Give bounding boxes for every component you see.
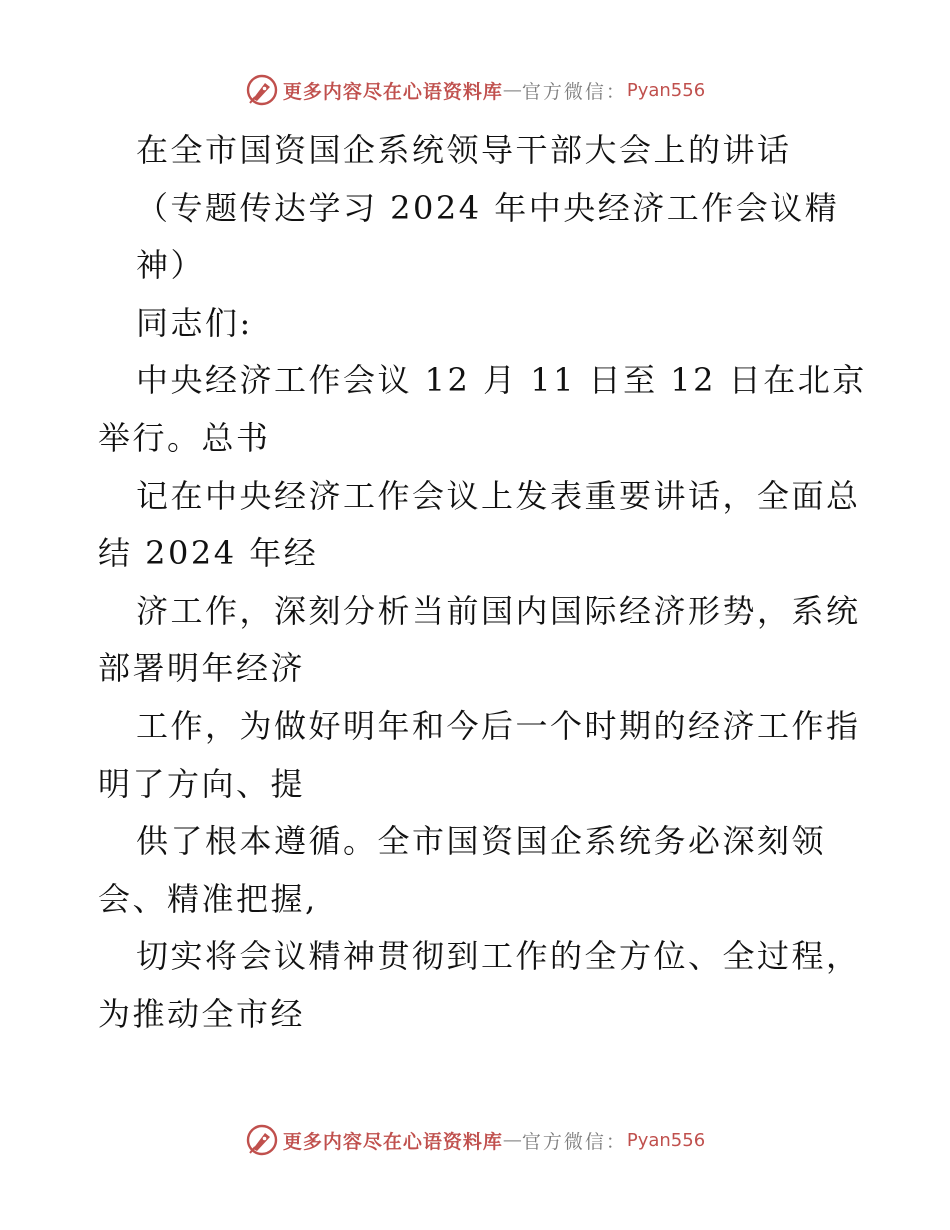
body-line: 切实将会议精神贯彻到工作的全方位、全过程， [136,937,861,976]
body-line: 济工作，深刻分析当前国内国际经济形势，系统 [136,591,861,630]
document-subtitle-line-1: （专题传达学习 2024 年中央经济工作会议精 [136,188,840,227]
pen-nib-logo-icon [245,1123,279,1157]
body-line: 供了根本遵循。全市国资国企系统务必深刻领 [136,822,827,861]
document-title: 在全市国资国企系统领导干部大会上的讲话 [136,131,792,169]
body-line: 记在中央经济工作会议上发表重要讲话，全面总 [136,476,861,515]
watermark-wechat-id: Pyan556 [626,79,706,101]
body-line: 为推动全市经 [98,994,306,1033]
footer-watermark [0,1120,950,1160]
salutation: 同志们: [136,303,253,342]
watermark-separator: — [502,1129,522,1151]
body-line: 中央经济工作会议 12 月 11 日至 12 日在北京 [136,361,867,400]
document-subtitle-line-2: 神） [136,246,206,285]
watermark-wechat-id: Pyan556 [626,1129,706,1151]
watermark-site-text: 更多内容尽在心语资料库 [282,80,503,103]
watermark-official-label: 官方微信： [521,80,627,103]
body-line: 明了方向、提 [98,764,306,803]
body-line: 举行。总书 [98,418,271,457]
body-line: 结 2024 年经 [98,534,319,573]
body-line: 部署明年经济 [98,649,306,688]
header-watermark [0,70,950,110]
document-body [98,122,867,1044]
body-line: 会、精准把握, [98,879,318,918]
watermark-separator: — [502,79,522,101]
body-line: 工作，为做好明年和今后一个时期的经济工作指 [136,706,861,745]
watermark-site-text: 更多内容尽在心语资料库 [282,1130,503,1153]
watermark-official-label: 官方微信： [521,1130,627,1153]
pen-nib-logo-icon [245,73,279,107]
